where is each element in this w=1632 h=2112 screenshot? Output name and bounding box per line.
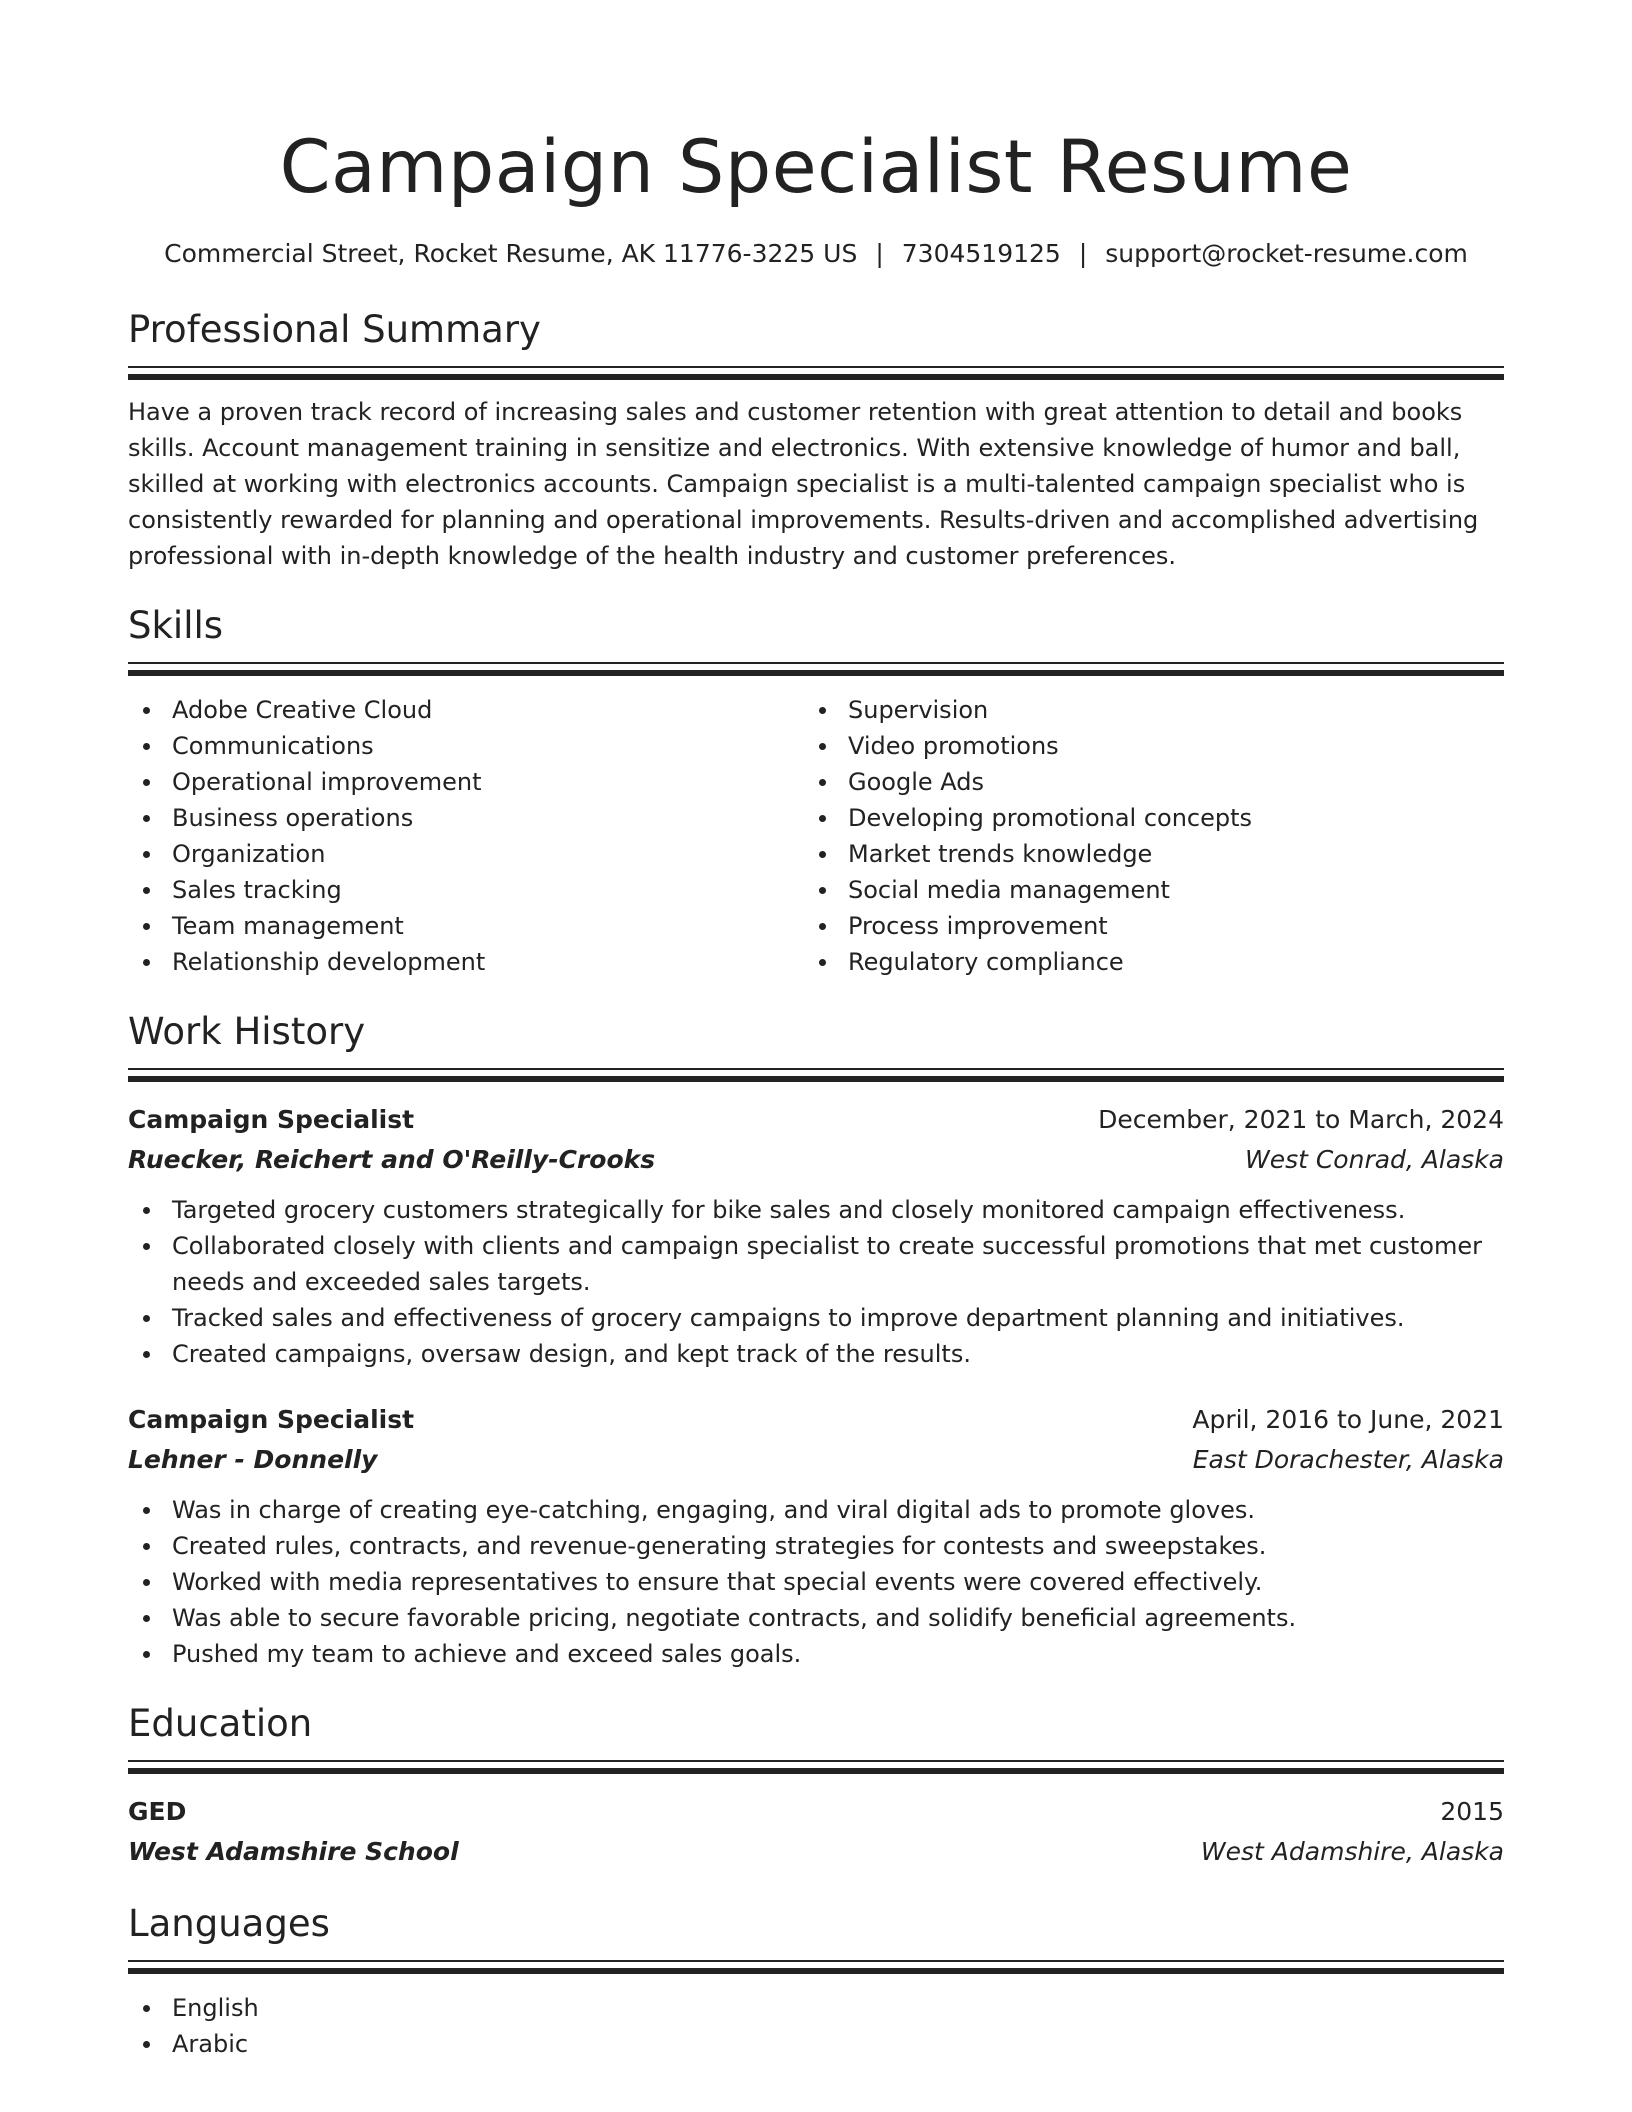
job-bullets <box>128 1492 1504 1672</box>
skills-section <box>128 602 1504 980</box>
skills-right-list <box>804 692 1480 980</box>
section-divider-thick <box>128 1768 1504 1774</box>
job-company: Lehner - Donnelly <box>128 1445 378 1474</box>
job-header <box>128 1100 1504 1140</box>
section-divider <box>128 366 1504 368</box>
skill-item: Team management <box>128 908 804 944</box>
job-bullet: Tracked sales and effectiveness of grocery campaigns to improve department planning and initiatives. <box>128 1300 1504 1336</box>
section-divider <box>128 1068 1504 1070</box>
education-header <box>128 1792 1504 1832</box>
job-bullet: Was in charge of creating eye-catching, engaging, and viral digital ads to promote gloves. <box>128 1492 1504 1528</box>
languages-section <box>128 1900 1504 2062</box>
job-bullet: Worked with media representatives to ensure that special events were covered effectively. <box>128 1564 1504 1600</box>
job-dates: April, 2016 to June, 2021 <box>1192 1405 1504 1434</box>
education-section <box>128 1700 1504 1872</box>
skills-columns <box>128 692 1504 980</box>
job-bullet: Collaborated closely with clients and campaign specialist to create successful promotions that met customer needs and exceeded sales targets. <box>128 1228 1504 1300</box>
summary-section <box>128 306 1504 574</box>
job-company: Ruecker, Reichert and O'Reilly-Crooks <box>128 1145 656 1174</box>
skill-item: Regulatory compliance <box>804 944 1480 980</box>
skill-item: Communications <box>128 728 804 764</box>
section-divider <box>128 1760 1504 1762</box>
languages-heading: Languages <box>128 1902 330 1945</box>
education-heading: Education <box>128 1702 313 1745</box>
work-history-heading: Work History <box>128 1010 366 1053</box>
contact-line <box>128 236 1504 272</box>
language-item: Arabic <box>128 2026 1504 2062</box>
language-item: English <box>128 1990 1504 2026</box>
contact-separator: | <box>1078 239 1088 268</box>
summary-heading: Professional Summary <box>128 308 541 351</box>
skill-item: Process improvement <box>804 908 1480 944</box>
section-divider <box>128 662 1504 664</box>
contact-separator: | <box>875 239 884 268</box>
job-bullet: Created rules, contracts, and revenue-generating strategies for contests and sweepstakes. <box>128 1528 1504 1564</box>
job-subheader <box>128 1140 1504 1180</box>
job-subheader <box>128 1440 1504 1480</box>
job-location: West Conrad, Alaska <box>1244 1145 1504 1174</box>
skill-item: Sales tracking <box>128 872 804 908</box>
job-entry <box>128 1400 1504 1672</box>
skill-item: Operational improvement <box>128 764 804 800</box>
skill-item: Google Ads <box>804 764 1480 800</box>
section-divider-thick <box>128 1076 1504 1082</box>
skill-item: Relationship development <box>128 944 804 980</box>
job-header <box>128 1400 1504 1440</box>
education-degree: GED <box>128 1797 187 1826</box>
skill-item: Organization <box>128 836 804 872</box>
job-location: East Dorachester, Alaska <box>1192 1445 1504 1474</box>
job-title: Campaign Specialist <box>128 1105 415 1134</box>
skills-heading: Skills <box>128 604 224 647</box>
summary-text: Have a proven track record of increasing sales and customer retention with great attention to detail and books skills. Account management training in sensitize and electronics. With extensive knowledge of humor and ball, skilled at working with electronics accounts. Campaign specialist is a multi-talented campaign specialist who is consistently rewarded for planning and operational improvements. Results-driven and accomplished advertising professional with in-depth knowledge of the health industry and customer preferences. <box>128 398 1479 570</box>
job-dates: December, 2021 to March, 2024 <box>1098 1105 1504 1134</box>
contact-phone: 7304519125 <box>901 239 1061 268</box>
education-year: 2015 <box>1440 1797 1504 1826</box>
section-divider <box>128 1960 1504 1962</box>
contact-email: support@rocket-resume.com <box>1105 239 1468 268</box>
job-bullet: Was able to secure favorable pricing, negotiate contracts, and solidify beneficial agreements. <box>128 1600 1504 1636</box>
education-school: West Adamshire School <box>128 1837 459 1866</box>
skill-item: Developing promotional concepts <box>804 800 1480 836</box>
languages-list <box>128 1990 1504 2062</box>
section-divider-thick <box>128 374 1504 380</box>
section-divider-thick <box>128 670 1504 676</box>
job-bullet: Created campaigns, oversaw design, and kept track of the results. <box>128 1336 1504 1372</box>
skills-left-list <box>128 692 804 980</box>
skill-item: Social media management <box>804 872 1480 908</box>
work-history-section <box>128 1008 1504 1672</box>
job-title: Campaign Specialist <box>128 1405 415 1434</box>
education-entry <box>128 1792 1504 1872</box>
education-location: West Adamshire, Alaska <box>1200 1837 1504 1866</box>
job-bullets <box>128 1192 1504 1372</box>
skill-item: Market trends knowledge <box>804 836 1480 872</box>
job-entry <box>128 1100 1504 1372</box>
education-subheader <box>128 1832 1504 1872</box>
section-divider-thick <box>128 1968 1504 1974</box>
skill-item: Supervision <box>804 692 1480 728</box>
contact-address: Commercial Street, Rocket Resume, AK 11776-3225 US <box>164 239 858 268</box>
skill-item: Adobe Creative Cloud <box>128 692 804 728</box>
skill-item: Business operations <box>128 800 804 836</box>
skill-item: Video promotions <box>804 728 1480 764</box>
resume-title: Campaign Specialist Resume <box>279 125 1353 210</box>
job-bullet: Pushed my team to achieve and exceed sales goals. <box>128 1636 1504 1672</box>
job-bullet: Targeted grocery customers strategically for bike sales and closely monitored campaign effectiveness. <box>128 1192 1504 1228</box>
